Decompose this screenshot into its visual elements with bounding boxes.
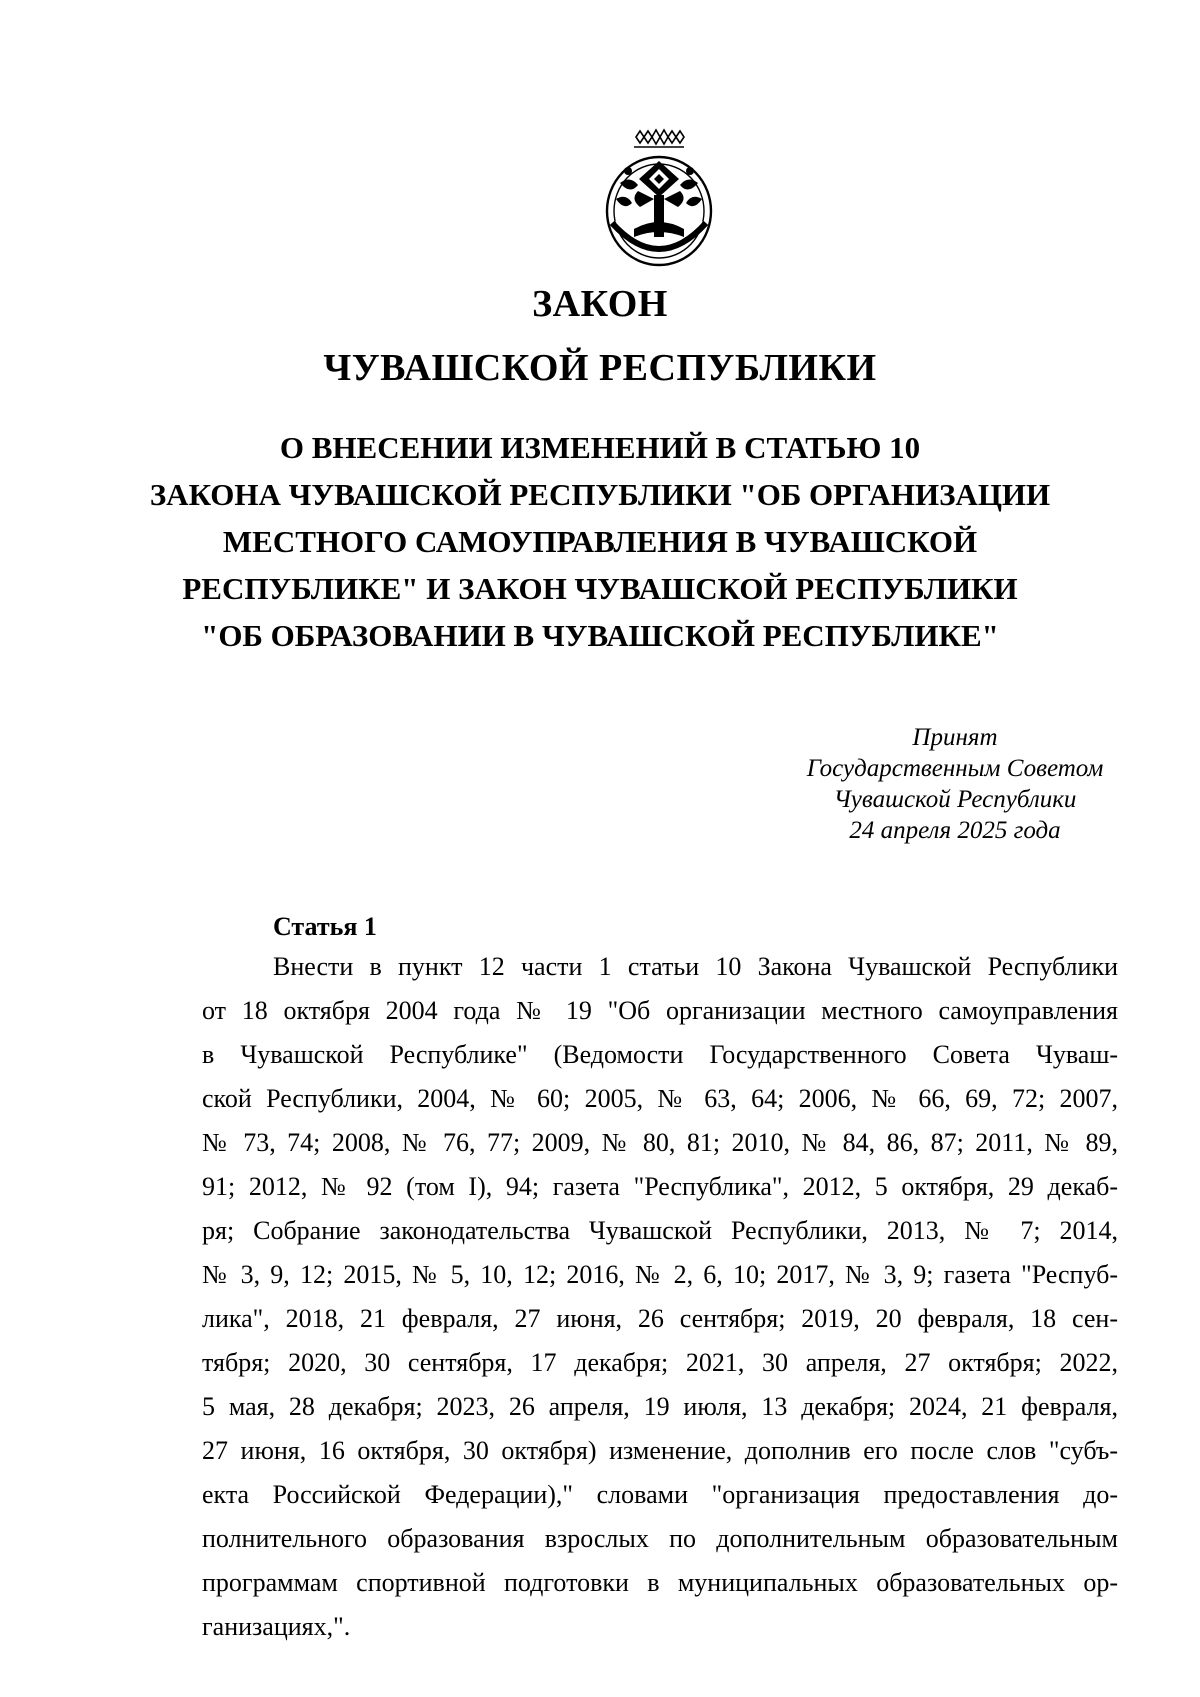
article-text-line: № 3, 9, 12; 2015, № 5, 10, 12; 2016, № 2, 6, 10; 2017, № 3, 9; газета "Респуб- [202, 1260, 1118, 1289]
article-text-line: полнительного образования взрослых по дополнительным образовательным [202, 1524, 1118, 1553]
article-heading: Статья 1 [273, 912, 377, 941]
article-text-line: программам спортивной подготовки в муниципальных образовательных ор- [202, 1568, 1118, 1597]
coat-of-arms-emblem-icon [598, 125, 720, 270]
article-body [202, 945, 1118, 1649]
adoption-line: Чувашской Республики [833, 786, 1077, 813]
subject-line: ЗАКОНА ЧУВАШСКОЙ РЕСПУБЛИКИ "ОБ ОРГАНИЗАЦИИ [149, 477, 1051, 512]
article-text-line: 27 июня, 16 октября, 30 октября) изменение, дополнив его после слов "субъ- [202, 1436, 1118, 1465]
law-title-line: ЧУВАШСКОЙ РЕСПУБЛИКИ [323, 347, 877, 389]
adoption-date: 24 апреля 2025 года [849, 817, 1061, 844]
article-text-line: Внести в пункт 12 части 1 статьи 10 Закона Чувашской Республики [273, 952, 1118, 981]
subject-line: О ВНЕСЕНИИ ИЗМЕНЕНИЙ В СТАТЬЮ 10 [279, 430, 921, 465]
subject-line: РЕСПУБЛИКЕ" И ЗАКОН ЧУВАШСКОЙ РЕСПУБЛИКИ [182, 571, 1018, 606]
article-text-line: ской Республики, 2004, № 60; 2005, № 63, 64; 2006, № 66, 69, 72; 2007, [202, 1084, 1118, 1113]
article-text-line: от 18 октября 2004 года № 19 "Об организации местного самоуправления [202, 996, 1118, 1025]
article-text-line: тября; 2020, 30 сентября, 17 декабря; 2021, 30 апреля, 27 октября; 2022, [202, 1348, 1118, 1377]
article-text-line: ря; Собрание законодательства Чувашской Республики, 2013, № 7; 2014, [202, 1216, 1118, 1245]
article-text-line: № 73, 74; 2008, № 76, 77; 2009, № 80, 81; 2010, № 84, 86, 87; 2011, № 89, [202, 1128, 1118, 1157]
adoption-note [790, 722, 1120, 846]
adoption-line: Принят [912, 724, 998, 751]
article-text-line: 5 мая, 28 декабря; 2023, 26 апреля, 19 июля, 13 декабря; 2024, 21 февраля, [202, 1392, 1118, 1421]
article-text-line: ганизациях,". [202, 1612, 351, 1641]
law-title-line: ЗАКОН [532, 283, 668, 325]
subject-line: МЕСТНОГО САМОУПРАВЛЕНИЯ В ЧУВАШСКОЙ [222, 524, 978, 559]
article-text-line: 91; 2012, № 92 (том I), 94; газета "Республика", 2012, 5 октября, 29 декаб- [202, 1172, 1118, 1201]
article-text-line: лика", 2018, 21 февраля, 27 июня, 26 сентября; 2019, 20 февраля, 18 сен- [202, 1304, 1118, 1333]
article-text-line: в Чувашской Республике" (Ведомости Государственного Совета Чуваш- [202, 1040, 1118, 1069]
article-text-line: екта Российской Федерации)," словами "организация предоставления до- [202, 1480, 1118, 1509]
subject-line: "ОБ ОБРАЗОВАНИИ В ЧУВАШСКОЙ РЕСПУБЛИКЕ" [201, 618, 999, 653]
law-title [0, 272, 1200, 400]
adoption-line: Государственным Советом [806, 755, 1104, 782]
law-subject [0, 424, 1200, 659]
